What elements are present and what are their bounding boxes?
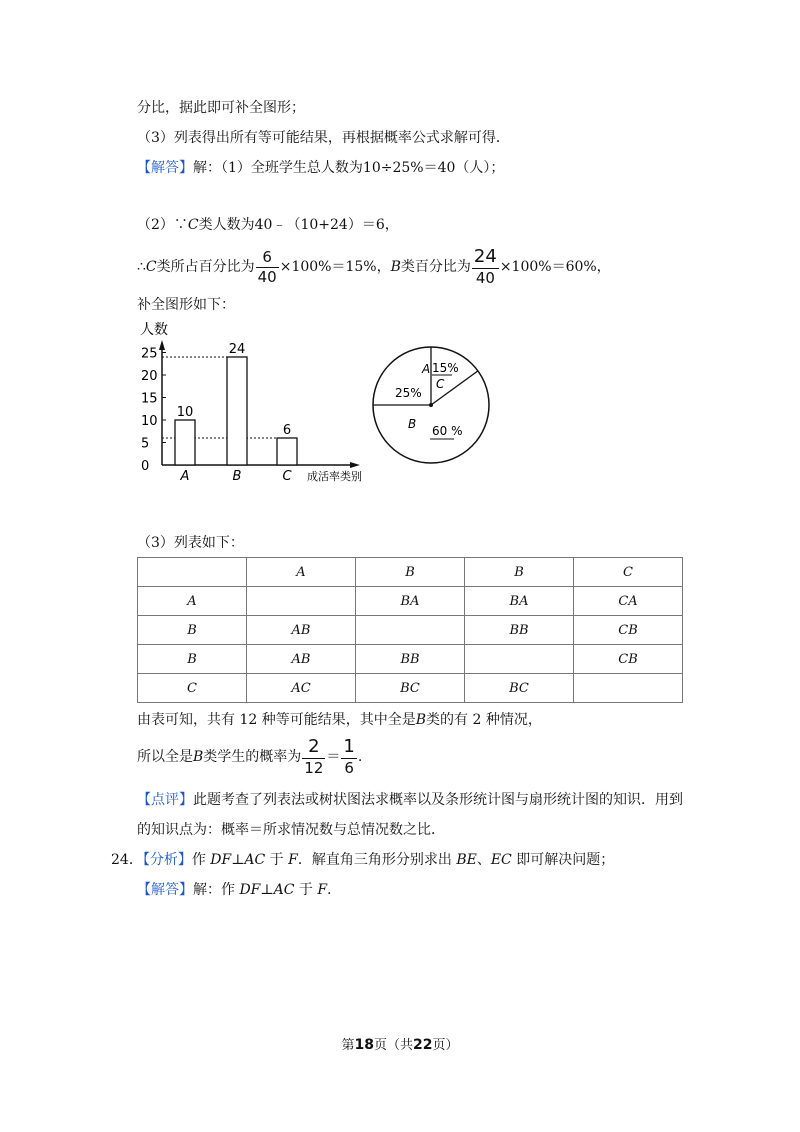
text: 作 — [191, 852, 211, 868]
y-tick-label: 25 — [141, 346, 158, 362]
table-cell: A — [138, 587, 247, 616]
answer-tag: 【解答】 — [137, 882, 193, 898]
text: EC — [490, 852, 512, 868]
table-cell: BB — [356, 645, 465, 674]
fraction — [472, 248, 499, 286]
text-line: 补全图形如下： — [137, 297, 235, 313]
table-cell — [138, 558, 247, 587]
text-line — [137, 710, 542, 730]
page-footer — [0, 1034, 800, 1053]
text: 于 — [265, 852, 289, 868]
text-line: （3）列表得出所有等可能结果，再根据概率公式求解可得． — [137, 130, 510, 146]
table-cell: C — [574, 558, 683, 587]
table-cell: BC — [356, 674, 465, 703]
text: . — [327, 882, 332, 898]
text: ∴ — [137, 259, 146, 275]
text: ⊥ — [260, 882, 274, 898]
text: ．解直角三角形分别求出 — [297, 852, 457, 868]
text: DF — [210, 852, 232, 868]
table-row — [138, 674, 683, 703]
denominator: 6 — [344, 759, 354, 777]
text: F — [317, 882, 328, 898]
text: B — [415, 712, 427, 728]
table-row — [138, 616, 683, 645]
text: ＝ — [326, 749, 341, 765]
numerator: 6 — [256, 250, 279, 268]
text: B — [193, 749, 204, 765]
text-line: 分比，据此即可补全图形； — [137, 100, 305, 116]
text: ×100%＝60%， — [499, 259, 611, 275]
text: . — [357, 749, 363, 765]
text-line: 的知识点为：概率＝所求情况数与总情况数之比． — [137, 822, 445, 838]
answer-tag: 【解答】 — [137, 160, 193, 176]
review-tag: 【点评】 — [137, 792, 193, 808]
bar-data-label: 6 — [282, 423, 292, 438]
pie-percent-b: 60 % — [432, 424, 463, 438]
table-cell: B — [465, 558, 574, 587]
text: BE — [456, 852, 477, 868]
text: AC — [273, 882, 295, 898]
text: AC — [244, 852, 266, 868]
outcome-table — [137, 557, 683, 703]
pie-percent-a: 25% — [395, 386, 422, 400]
x-axis-label: 成活率类别 — [307, 470, 362, 483]
text-line — [137, 215, 399, 235]
text: 即可解决问题； — [511, 852, 615, 868]
text: 类的有 2 种情况， — [426, 712, 542, 728]
bar-chart — [135, 318, 375, 483]
analysis-tag: 【分析】 — [142, 852, 192, 868]
denominator: 12 — [304, 759, 324, 777]
text: 页） — [432, 1038, 459, 1053]
bar — [175, 420, 195, 465]
pie-label-c: C — [436, 377, 445, 391]
table-cell: BA — [356, 587, 465, 616]
fraction — [341, 738, 356, 776]
text: 于 — [294, 882, 318, 898]
bar — [227, 357, 247, 465]
bar-data-label: 10 — [176, 405, 194, 420]
table-cell: C — [138, 674, 247, 703]
table-cell — [465, 645, 574, 674]
pie-percent-c: 15% — [432, 361, 459, 375]
pie-center — [429, 403, 433, 407]
table-cell: AB — [247, 645, 356, 674]
y-tick-label: 5 — [141, 436, 150, 452]
text: 解：作 — [193, 882, 240, 898]
x-category-label: A — [180, 469, 190, 483]
text-line: （3）列表如下： — [137, 535, 244, 551]
fraction — [256, 247, 279, 286]
y-tick-label: 10 — [141, 414, 158, 429]
table-cell: CA — [574, 587, 683, 616]
x-category-label: C — [282, 469, 292, 483]
table-cell: BC — [465, 674, 574, 703]
table-cell: B — [356, 558, 465, 587]
table-row — [138, 645, 683, 674]
pie-label-a: A — [422, 362, 431, 376]
table-cell — [574, 674, 683, 703]
x-category-label: B — [232, 469, 242, 483]
text: F — [288, 852, 298, 868]
text: ⊥ — [231, 852, 245, 868]
table-cell: BA — [465, 587, 574, 616]
y-tick-label: 15 — [141, 391, 158, 407]
text: 类所占百分比为 — [156, 259, 255, 275]
text: 此题考查了列表法或树状图法求概率以及条形统计图与扇形统计图的知识．用到 — [193, 792, 683, 808]
text-line — [137, 158, 504, 178]
text: 、 — [476, 852, 491, 868]
numerator: 2 — [302, 738, 325, 759]
text: B — [390, 259, 401, 275]
text: （2）∵ — [137, 217, 188, 233]
table-cell: AB — [247, 616, 356, 645]
denominator: 40 — [475, 269, 495, 287]
text: 类百分比为 — [400, 259, 471, 275]
text-line — [137, 790, 683, 810]
text: DF — [239, 882, 261, 898]
bar — [277, 438, 297, 465]
numerator: 24 — [473, 246, 497, 267]
text-line — [137, 248, 611, 286]
text-line — [137, 880, 331, 900]
text: 第 — [341, 1038, 355, 1053]
table-row — [138, 558, 683, 587]
table-cell — [247, 587, 356, 616]
table-cell: B — [138, 645, 247, 674]
numerator: 1 — [343, 736, 355, 757]
table-cell — [356, 616, 465, 645]
pie-chart — [368, 342, 498, 472]
bar-data-label: 24 — [228, 342, 246, 357]
text: 解：（1）全班学生总人数为10÷25%＝40（人）； — [193, 160, 505, 176]
text-line — [137, 738, 362, 776]
page-number: 18 — [354, 1037, 374, 1053]
y-axis-arrow — [159, 340, 165, 350]
x-axis-arrow — [350, 462, 360, 468]
text: 由表可知，共有 12 种等可能结果，其中全是 — [137, 712, 416, 728]
question-number: 24． — [111, 852, 143, 868]
text: 类人数为40﹣（10+24）＝6， — [198, 217, 399, 233]
table-cell: BB — [465, 616, 574, 645]
table-cell: A — [247, 558, 356, 587]
text-line — [111, 850, 614, 870]
fraction — [302, 738, 325, 776]
table-cell: B — [138, 616, 247, 645]
text: ×100%＝15%， — [279, 259, 391, 275]
text: C — [145, 259, 157, 275]
table-row — [138, 587, 683, 616]
text: 所以全是 — [137, 749, 193, 765]
y-tick-label: 20 — [141, 369, 158, 384]
pie-label-b: B — [408, 417, 417, 431]
text: 页（共 — [373, 1038, 413, 1053]
denominator: 40 — [257, 267, 277, 286]
table-cell: CB — [574, 616, 683, 645]
y-axis-label: 人数 — [140, 322, 168, 338]
table-cell: CB — [574, 645, 683, 674]
y-tick-label: 0 — [141, 459, 150, 474]
text: C — [187, 217, 199, 233]
text: 类学生的概率为 — [203, 749, 302, 765]
table-cell: AC — [247, 674, 356, 703]
total-pages: 22 — [413, 1037, 433, 1053]
